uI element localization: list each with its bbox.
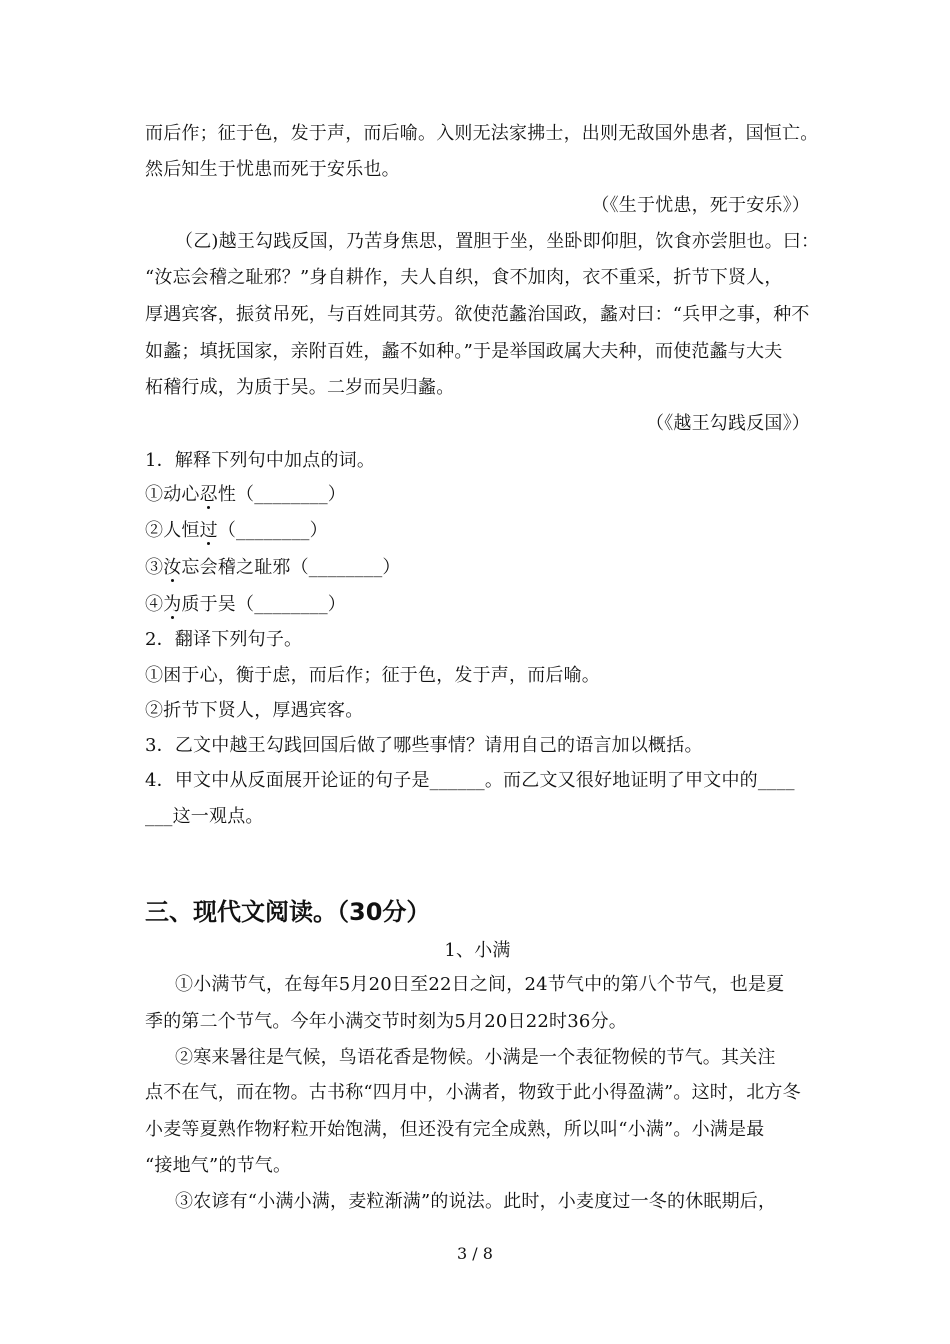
dotted-word: 忍 xyxy=(199,484,218,505)
para-1-line-1: ①小满节气，在每年5月20日至22日之间，24节气中的第八个节气，也是夏 xyxy=(175,974,785,995)
question-1-item-3: ③汝忘会稽之耻邪（________） xyxy=(145,557,401,578)
article-title: 1、小满 xyxy=(444,940,511,961)
passage-a-line-1: 而后作；征于色，发于声，而后喻。入则无法家拂士，出则无敌国外患者，国恒亡。 xyxy=(145,123,819,144)
question-2-item-1: ①困于心，衡于虑，而后作；征于色，发于声，而后喻。 xyxy=(145,665,600,686)
para-2-line-2: 点不在气，而在物。古书称“四月中，小满者，物致于此小得盈满”。这时，北方冬 xyxy=(145,1082,801,1103)
passage-b-line-4: 如蠡；填抚国家，亲附百姓，蠡不如种。”于是举国政属大夫种，而使范蠡与大夫 xyxy=(145,341,783,362)
para-2-line-3: 小麦等夏熟作物籽粒开始饱满，但还没有完全成熟，所以叫“小满”。小满是最 xyxy=(145,1119,765,1140)
para-2-line-4: “接地气”的节气。 xyxy=(145,1155,292,1176)
section-heading: 三、现代文阅读。（30分） xyxy=(145,898,431,926)
para-2-line-1: ②寒来暑往是气候，鸟语花香是物候。小满是一个表征物候的节气。其关注 xyxy=(175,1047,776,1068)
passage-b-line-1: （乙)越王勾践反国，乃苦身焦思，置胆于坐，坐卧即仰胆，饮食亦尝胆也。曰： xyxy=(175,231,820,252)
passage-a-line-2: 然后知生于忧患而死于安乐也。 xyxy=(145,159,400,180)
para-3-line-1: ③农谚有“小满小满，麦粒渐满”的说法。此时，小麦度过一冬的休眠期后， xyxy=(175,1191,777,1212)
page-number: 3 / 8 xyxy=(457,1244,493,1263)
question-1-item-2: ②人恒过（________） xyxy=(145,520,328,541)
dotted-word: 汝 xyxy=(163,557,182,578)
passage-b-line-5: 柘稽行成，为质于吴。二岁而吴归蠡。 xyxy=(145,377,455,398)
passage-b-source: （《越王勾践反国》） xyxy=(646,413,810,434)
question-2: 2．翻译下列句子。 xyxy=(145,629,303,650)
question-3: 3．乙文中越王勾践回国后做了哪些事情？请用自己的语言加以概括。 xyxy=(145,735,703,756)
dotted-word: 为 xyxy=(163,594,182,615)
question-4-line-2: ___这一观点。 xyxy=(145,806,264,827)
passage-b-line-2: “汝忘会稽之耻邪？”身自耕作，夫人自织，食不加肉，衣不重采，折节下贤人， xyxy=(145,267,783,288)
question-1: 1．解释下列句中加点的词。 xyxy=(145,450,376,471)
question-4-line-1: 4．甲文中从反面展开论证的句子是______。而乙文又很好地证明了甲文中的____ xyxy=(145,770,795,791)
para-1-line-2: 季的第二个节气。今年小满交节时刻为5月20日22时36分。 xyxy=(145,1011,627,1032)
passage-b-line-3: 厚遇宾客，振贫吊死，与百姓同其劳。欲使范蠡治国政，蠡对曰：“兵甲之事，种不 xyxy=(145,304,810,325)
passage-a-source: （《生于忧患，死于安乐》） xyxy=(591,195,810,216)
dotted-word: 过 xyxy=(199,520,218,541)
question-1-item-1: ①动心忍性（________） xyxy=(145,484,347,505)
question-1-item-4: ④为质于吴（________） xyxy=(145,594,347,615)
question-2-item-2: ②折节下贤人，厚遇宾客。 xyxy=(145,700,364,721)
